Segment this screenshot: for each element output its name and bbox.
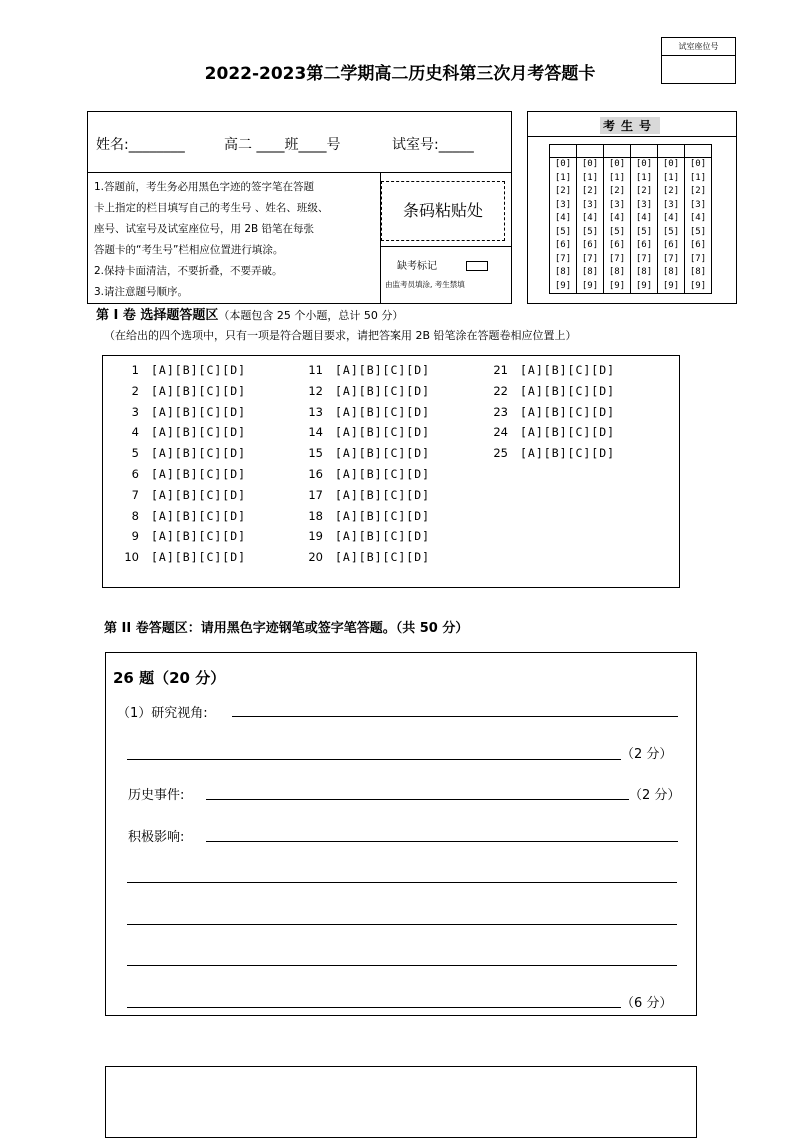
digit-bubble[interactable]: [5] xyxy=(554,226,572,237)
answer-options[interactable]: [A][B][C][D] xyxy=(520,446,616,461)
mc-question-13[interactable] xyxy=(301,405,430,423)
section1-heading: 第 I 卷 选择题答题区 xyxy=(96,308,219,323)
answer-options[interactable]: [A][B][C][D] xyxy=(335,383,431,398)
answer-line[interactable] xyxy=(206,841,678,842)
answer-line[interactable] xyxy=(206,799,629,800)
digit-bubble[interactable]: [9] xyxy=(554,280,572,291)
section1-instruction: （在给出的四个选项中，只有一项是符合题目要求，请把答案用 2B 铅笔涂在答题卷相应位置上） xyxy=(104,329,577,342)
question-number: 10 xyxy=(124,550,139,565)
question-number: 3 xyxy=(131,404,139,419)
digit-bubble[interactable]: [8] xyxy=(662,267,680,277)
digit-bubble[interactable]: [4] xyxy=(608,213,626,223)
score-label: （6 分） xyxy=(621,996,673,1011)
exam-number-digit-box[interactable] xyxy=(631,145,657,158)
answer-options[interactable]: [A][B][C][D] xyxy=(151,425,247,440)
digit-bubble[interactable]: [8] xyxy=(689,267,707,277)
answer-options[interactable]: [A][B][C][D] xyxy=(520,425,616,440)
exam-number-column xyxy=(658,145,685,294)
digit-bubble[interactable]: [4] xyxy=(689,213,707,223)
answer-options[interactable]: [A][B][C][D] xyxy=(335,487,431,502)
exam-number-digit-box[interactable] xyxy=(577,145,603,158)
absent-note: 由监考员填涂, 考生禁填 xyxy=(385,280,465,289)
absent-checkbox[interactable] xyxy=(466,261,488,271)
question-number: 18 xyxy=(308,508,323,523)
instruction-line: 卡上指定的栏目填写自己的考生号 、姓名、班级、 xyxy=(94,202,329,214)
exam-number-header: 考生号 xyxy=(600,117,660,134)
digit-bubble[interactable]: [2] xyxy=(554,186,572,196)
digit-bubble[interactable]: [1] xyxy=(689,172,707,183)
next-question-box[interactable] xyxy=(105,1066,697,1138)
digit-bubble[interactable]: [6] xyxy=(608,240,626,250)
answer-options[interactable]: [A][B][C][D] xyxy=(151,363,247,377)
digit-bubble[interactable]: [1] xyxy=(608,172,626,183)
mc-question-24[interactable] xyxy=(486,425,615,443)
question-number: 16 xyxy=(308,467,323,481)
digit-bubble[interactable]: [3] xyxy=(689,199,707,210)
mc-question-18[interactable] xyxy=(301,509,430,527)
exam-number-column xyxy=(550,145,577,294)
mc-question-10[interactable] xyxy=(117,550,246,568)
question-number: 5 xyxy=(131,446,139,461)
page-title: 2022-2023第二学期高二历史科第三次月考答题卡 xyxy=(204,64,596,84)
mc-question-3[interactable] xyxy=(117,405,246,423)
digit-bubble[interactable]: [7] xyxy=(689,253,707,264)
question-number: 23 xyxy=(493,404,508,419)
question-number: 12 xyxy=(308,383,323,398)
score-label: （2 分） xyxy=(629,788,681,803)
digit-bubble[interactable]: [0] xyxy=(554,159,572,169)
mc-question-17[interactable] xyxy=(301,488,430,506)
question-number: 17 xyxy=(308,487,323,502)
digit-bubble[interactable]: [7] xyxy=(608,253,626,264)
question-number: 22 xyxy=(493,383,508,398)
exam-number-digit-box[interactable] xyxy=(685,145,711,158)
digit-bubble[interactable]: [8] xyxy=(608,267,626,277)
section1-note: （本题包含 25 个小题，总计 50 分） xyxy=(218,309,404,322)
digit-bubble[interactable]: [6] xyxy=(635,240,653,250)
question-number: 7 xyxy=(131,487,139,502)
question-number: 14 xyxy=(308,425,323,440)
digit-bubble[interactable]: [6] xyxy=(554,240,572,250)
mc-question-22[interactable] xyxy=(486,384,615,402)
instruction-line: 1.答题前，考生务必用黑色字迹的签字笔在答题 xyxy=(94,181,315,193)
question-number: 8 xyxy=(131,508,139,523)
answer-options[interactable]: [A][B][C][D] xyxy=(335,404,431,419)
digit-bubble[interactable]: [5] xyxy=(608,226,626,237)
mc-question-2[interactable] xyxy=(117,384,246,402)
answer-options[interactable]: [A][B][C][D] xyxy=(520,404,616,419)
question-number: 19 xyxy=(308,529,323,544)
digit-bubble[interactable]: [1] xyxy=(581,172,599,183)
answer-options[interactable]: [A][B][C][D] xyxy=(520,383,616,398)
digit-bubble[interactable]: [0] xyxy=(635,159,653,169)
digit-bubble[interactable]: [4] xyxy=(581,213,599,223)
barcode-area: 条码粘贴处 xyxy=(381,181,505,241)
answer-options[interactable]: [A][B][C][D] xyxy=(335,550,431,565)
question-number: 25 xyxy=(493,446,508,461)
digit-bubble[interactable]: [5] xyxy=(581,226,599,237)
answer-options[interactable]: [A][B][C][D] xyxy=(335,446,431,461)
digit-bubble[interactable]: [2] xyxy=(581,186,599,196)
digit-bubble[interactable]: [2] xyxy=(662,186,680,196)
seat-number-label: 试室座位号 xyxy=(662,38,735,56)
seat-number-box[interactable] xyxy=(661,37,736,84)
question-number: 6 xyxy=(131,467,139,481)
digit-bubble[interactable]: [0] xyxy=(662,159,680,169)
mc-question-23[interactable] xyxy=(486,405,615,423)
question-number: 15 xyxy=(308,446,323,461)
mc-question-8[interactable] xyxy=(117,509,246,527)
multiple-choice-area xyxy=(102,355,680,588)
digit-bubble[interactable]: [7] xyxy=(581,253,599,264)
impact-label: 积极影响: xyxy=(128,830,185,845)
answer-options[interactable]: [A][B][C][D] xyxy=(335,425,431,440)
digit-bubble[interactable]: [8] xyxy=(635,267,653,277)
digit-bubble[interactable]: [9] xyxy=(689,280,707,291)
answer-options[interactable]: [A][B][C][D] xyxy=(151,508,247,523)
question-26-title: 26 题（20 分） xyxy=(113,669,226,687)
answer-line[interactable] xyxy=(127,965,677,966)
digit-bubble[interactable]: [9] xyxy=(635,280,653,291)
class-label[interactable]: 高二 ____班____号 xyxy=(224,137,341,153)
perspective-label: （1）研究视角: xyxy=(117,706,208,721)
answer-options[interactable]: [A][B][C][D] xyxy=(151,383,247,398)
digit-bubble[interactable]: [0] xyxy=(581,159,599,169)
digit-bubble[interactable]: [9] xyxy=(608,280,626,291)
instruction-line: 3.请注意题号顺序。 xyxy=(94,286,189,298)
exam-number-column xyxy=(631,145,658,294)
mc-question-9[interactable] xyxy=(117,529,246,547)
mc-question-1[interactable] xyxy=(117,363,246,381)
room-label[interactable]: 试室号:_____ xyxy=(392,137,474,153)
name-line xyxy=(88,112,511,173)
answer-options[interactable]: [A][B][C][D] xyxy=(335,467,431,481)
question-number: 11 xyxy=(308,363,323,377)
question-number: 1 xyxy=(131,363,139,377)
digit-bubble[interactable]: [5] xyxy=(662,226,680,237)
digit-bubble[interactable]: [8] xyxy=(581,267,599,277)
question-number: 2 xyxy=(131,383,139,398)
answer-line[interactable] xyxy=(127,882,677,883)
digit-bubble[interactable]: [9] xyxy=(581,280,599,291)
instruction-line: 座号、试室号及试室座位号，用 2B 铅笔在每张 xyxy=(94,223,315,235)
answer-line[interactable] xyxy=(232,716,678,717)
digit-bubble[interactable]: [5] xyxy=(635,226,653,237)
name-label[interactable]: 姓名:________ xyxy=(96,137,185,153)
mc-question-25[interactable] xyxy=(486,446,615,464)
digit-bubble[interactable]: [2] xyxy=(608,186,626,196)
mc-question-14[interactable] xyxy=(301,425,430,443)
answer-options[interactable]: [A][B][C][D] xyxy=(335,508,431,523)
digit-bubble[interactable]: [0] xyxy=(608,159,626,169)
digit-bubble[interactable]: [7] xyxy=(662,253,680,264)
exam-number-column xyxy=(577,145,604,294)
instructions xyxy=(94,177,384,303)
section1-title xyxy=(96,304,403,323)
question-number: 21 xyxy=(493,363,508,377)
mc-question-7[interactable] xyxy=(117,488,246,506)
answer-line[interactable] xyxy=(127,759,621,760)
digit-bubble[interactable]: [3] xyxy=(635,199,653,210)
digit-bubble[interactable]: [1] xyxy=(635,172,653,183)
digit-bubble[interactable]: [5] xyxy=(689,226,707,237)
section2-title: 第 II 卷答题区：请用黑色字迹钢笔或签字笔答题。（共 50 分） xyxy=(104,621,469,636)
answer-options[interactable]: [A][B][C][D] xyxy=(151,487,247,502)
digit-bubble[interactable]: [2] xyxy=(635,186,653,196)
exam-number-digit-box[interactable] xyxy=(658,145,684,158)
digit-bubble[interactable]: [3] xyxy=(608,199,626,210)
digit-bubble[interactable]: [6] xyxy=(662,240,680,250)
answer-options[interactable]: [A][B][C][D] xyxy=(151,404,247,419)
digit-bubble[interactable]: [1] xyxy=(554,172,572,183)
student-info-box xyxy=(87,111,512,304)
event-label: 历史事件: xyxy=(128,788,185,803)
question-number: 4 xyxy=(131,425,139,440)
answer-options[interactable]: [A][B][C][D] xyxy=(151,446,247,461)
score-label: （2 分） xyxy=(621,747,673,762)
exam-number-box xyxy=(527,111,737,304)
mc-question-4[interactable] xyxy=(117,425,246,443)
digit-bubble[interactable]: [6] xyxy=(689,240,707,250)
absent-label: 缺考标记 xyxy=(397,261,437,272)
digit-bubble[interactable]: [8] xyxy=(554,267,572,277)
question-number: 20 xyxy=(308,550,323,565)
answer-line[interactable] xyxy=(127,924,677,925)
mc-question-21[interactable] xyxy=(486,363,615,381)
digit-bubble[interactable]: [4] xyxy=(635,213,653,223)
mc-question-12[interactable] xyxy=(301,384,430,402)
digit-bubble[interactable]: [0] xyxy=(689,159,707,169)
digit-bubble[interactable]: [4] xyxy=(662,213,680,223)
answer-options[interactable]: [A][B][C][D] xyxy=(335,529,431,544)
digit-bubble[interactable]: [3] xyxy=(662,199,680,210)
answer-options[interactable]: [A][B][C][D] xyxy=(151,529,247,544)
digit-bubble[interactable]: [4] xyxy=(554,213,572,223)
question-number: 9 xyxy=(131,529,139,544)
answer-options[interactable]: [A][B][C][D] xyxy=(151,550,247,565)
mc-question-20[interactable] xyxy=(301,550,430,568)
exam-number-digit-box[interactable] xyxy=(604,145,630,158)
answer-options[interactable]: [A][B][C][D] xyxy=(520,363,616,377)
digit-bubble[interactable]: [2] xyxy=(689,186,707,196)
mc-question-6[interactable] xyxy=(117,467,246,485)
answer-options[interactable]: [A][B][C][D] xyxy=(335,363,431,377)
mc-question-5[interactable] xyxy=(117,446,246,464)
digit-bubble[interactable]: [6] xyxy=(581,240,599,250)
exam-number-column xyxy=(604,145,631,294)
mc-question-19[interactable] xyxy=(301,529,430,547)
question-number: 24 xyxy=(493,425,508,440)
instruction-line: 答题卡的“考生号”栏相应位置进行填涂。 xyxy=(94,244,284,256)
digit-bubble[interactable]: [9] xyxy=(662,280,680,291)
mc-question-15[interactable] xyxy=(301,446,430,464)
digit-bubble[interactable]: [7] xyxy=(635,253,653,264)
digit-bubble[interactable]: [3] xyxy=(581,199,599,210)
mc-question-11[interactable] xyxy=(301,363,430,381)
instruction-line: 2.保持卡面清洁，不要折叠，不要弄破。 xyxy=(94,265,283,277)
digit-bubble[interactable]: [1] xyxy=(662,172,680,183)
exam-number-digit-box[interactable] xyxy=(550,145,576,158)
mc-question-16[interactable] xyxy=(301,467,430,485)
answer-line[interactable] xyxy=(127,1007,621,1008)
answer-options[interactable]: [A][B][C][D] xyxy=(151,467,247,481)
question-number: 13 xyxy=(308,404,323,419)
digit-bubble[interactable]: [3] xyxy=(554,199,572,210)
exam-number-grid xyxy=(549,144,712,294)
digit-bubble[interactable]: [7] xyxy=(554,253,572,264)
exam-number-column xyxy=(685,145,712,294)
